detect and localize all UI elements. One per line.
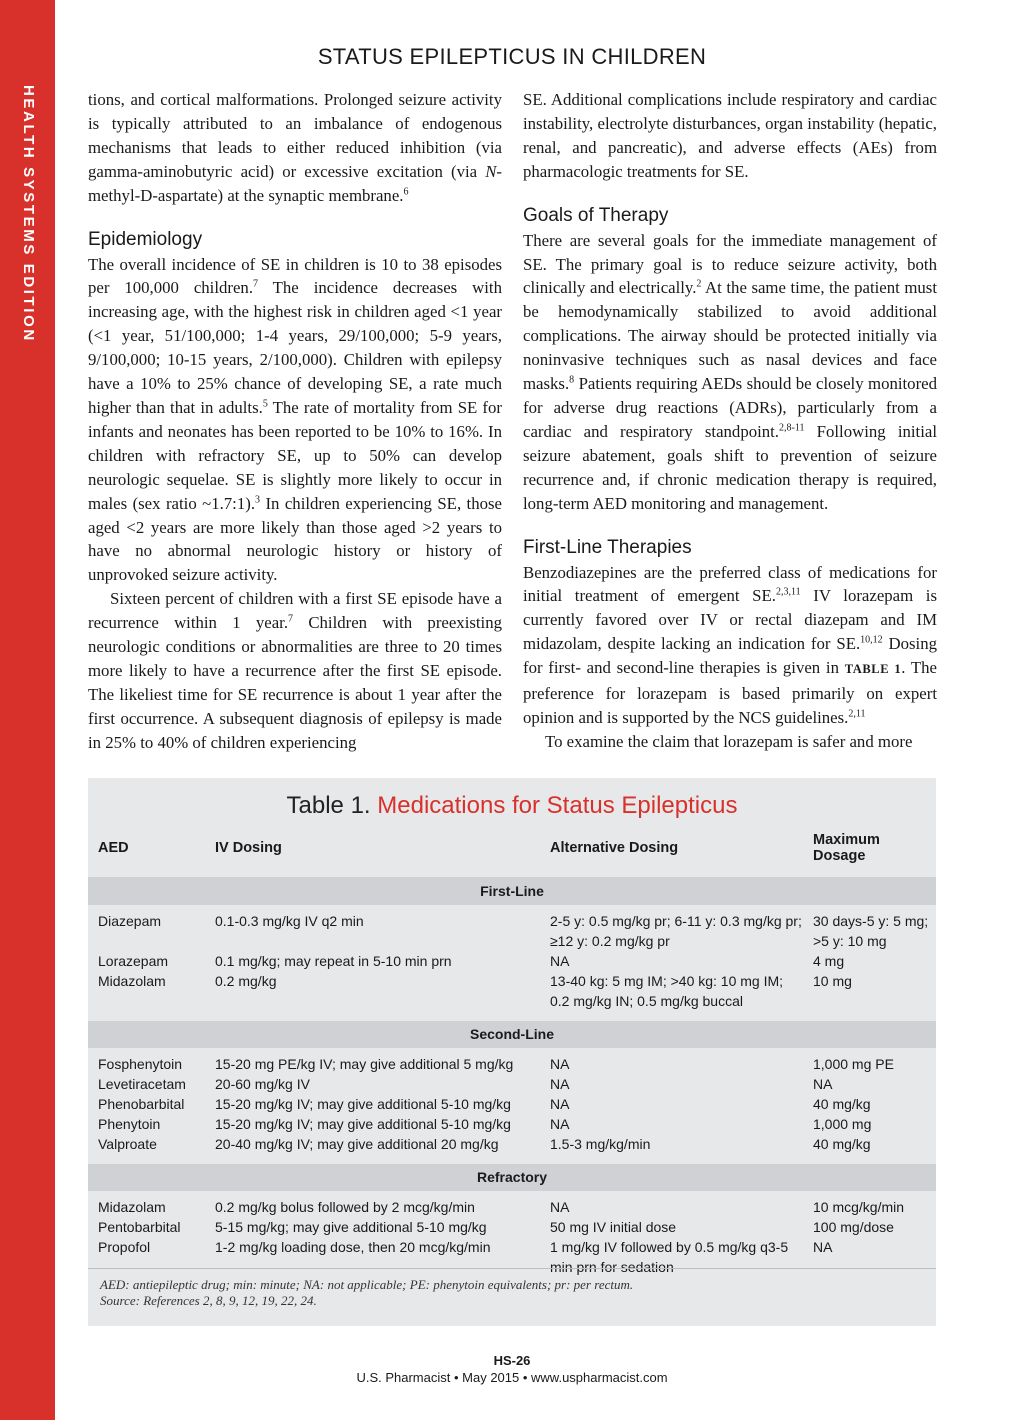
table-title: Table 1. Medications for Status Epilepticus [286,792,738,819]
section-row: Second-Line [88,1021,936,1048]
first-line-paragraph: Benzodiazepines are the preferred class of medications for initial treatment of emergent SE.$^{2,3,11}$ IV lorazepam is currently favored over IV or rectal diazepam and IM midazolam, despite lacking an indication for SE.$^{10,12}$ Dosing for first- and second-line therapies is given in TABLE 1. The preference for lorazepam is based primarily on expert opinion and is supported by the NCS guidelines.$^{2,11}$ [523,562,938,727]
table-row: Lorazepam 0.1 mg/kg; may repeat in 5-10 min prn NA 4 mg [98,953,845,969]
complications-paragraph: SE. Additional complications include respiratory and cardiac instability, electrolyte disturbances, organ instability (hepatic, renal, and pancreatic), and adverse effects (AEs) from pharmacologic treatments for SE. [523,90,937,181]
header-aed: AED [88,828,205,878]
header-alternative-dosing: Alternative Dosing [540,828,803,878]
table-row: Phenobarbital 15-20 mg/kg IV; may give additional 5-10 mg/kg NA 40 mg/kg [98,1096,871,1112]
medications-table-box [88,778,936,1326]
table-row: Phenytoin 15-20 mg/kg IV; may give additional 5-10 mg/kg NA 1,000 mg [98,1116,872,1132]
edition-label: HEALTH SYSTEMS EDITION [20,85,37,343]
header-iv-dosing: IV Dosing [205,828,540,878]
table-row: Valproate 20-40 mg/kg IV; may give additional 20 mg/kg 1.5-3 mg/kg/min 40 mg/kg [98,1136,871,1152]
goals-heading: Goals of Therapy [523,204,669,226]
intro-paragraph: tions, and cortical malformations. Prolonged seizure activity is typically attributed to an imbalance of endogenous mechanisms that leads to either reduced inhibition (via gamma-aminobutyric acid) or excessive excitation (via N-methyl-D-aspartate) at the synaptic membrane.$^6$ [88,90,502,205]
section-row: First-Line [88,878,936,906]
epidemiology-paragraph-1: The overall incidence of SE in children is 10 to 38 episodes per 100,000 children.$^7$ The incidence decreases with increasing age, with the highest risk in children aged <1 year (<1 year, 51/100,000; 1-4 years, 29/100,000; 5-9 years, 9/100,000; 10-15 years, 2/100,000). Children with epilepsy have a 10% to 25% chance of developing SE, a rate much higher than that in adults.$^5$ The rate of mortality from SE for infants and neonates has been reported to be 10% to 16%. In children with refractory SE, up to 50% can develop neurologic sequelae. SE is slightly more likely to occur in males (sex ratio ~1.7:1).$^3$ In children experiencing SE, those aged <2 years are more likely than those aged >2 years to have no abnormal neurologic history or history of unprovoked seizure activity. [88,254,503,585]
page-number: HS-26 [493,1353,531,1368]
table-header-row [88,828,936,878]
medications-table [88,828,936,1277]
lorazepam-paragraph: To examine the claim that lorazepam is safer and more [545,731,913,751]
publication-line: U.S. Pharmacist • May 2015 • www.uspharmacist.com [356,1370,668,1385]
section-row: Refractory [88,1164,936,1191]
epidemiology-paragraph-2: Sixteen percent of children with a first SE episode have a recurrence within 1 year.$^7$ Children with preexisting neurologic conditions or abnormalities are three to 20 times more likely to have a recurrence after the first SE episode. The likeliest time for SE recurrence is about 1 year after the first occurrence. A subsequent diagnosis of epilepsy is made in 25% to 40% of children experiencing [88,589,503,752]
running-title: STATUS EPILEPTICUS IN CHILDREN [317,44,707,69]
table-row: Diazepam 0.1-0.3 mg/kg IV q2 min 2-5 y: 0.5 mg/kg pr; 6-11 y: 0.3 mg/kg pr; ≥12 y: 0.2 mg/kg pr 30 days-5 y: 5 mg; >5 y: 10 mg [98,913,929,949]
epidemiology-heading: Epidemiology [88,228,203,250]
left-column [88,88,502,755]
abbreviations-note: AED: antiepileptic drug; min: minute; NA: not applicable; PE: phenytoin equivalents; pr: per rectum. [100,1277,634,1292]
source-note: Source: References 2, 8, 9, 12, 19, 22, 24. [100,1293,317,1308]
table-row: Midazolam 0.2 mg/kg 13-40 kg: 5 mg IM; >40 kg: 10 mg IM; 0.2 mg/kg IN; 0.5 mg/kg buccal 10 mg [98,973,852,1009]
table-row: Propofol 1-2 mg/kg loading dose, then 20 mcg/kg/min 1 mg/kg IV followed by 0.5 mg/kg q3-5 min prn for sedation NA [98,1239,833,1275]
table-row: Pentobarbital 5-15 mg/kg; may give additional 5-10 mg/kg 50 mg IV initial dose 100 mg/dose [98,1219,894,1235]
table-row: Fosphenytoin 15-20 mg PE/kg IV; may give additional 5 mg/kg NA 1,000 mg PE [98,1056,894,1072]
table-row: Levetiracetam 20-60 mg/kg IV NA NA [98,1076,833,1092]
page-footer [88,1352,936,1386]
table-row: Midazolam 0.2 mg/kg bolus followed by 2 mcg/kg/min NA 10 mcg/kg/min [98,1199,905,1215]
header-maximum-dosage: Maximum Dosage [803,828,936,878]
first-line-heading: First-Line Therapies [523,536,692,558]
table-footnote [88,1268,936,1309]
right-column [523,88,937,754]
goals-paragraph: There are several goals for the immediate management of SE. The primary goal is to reduce seizure activity, both clinically and electrically.$^2$ At the same time, the patient must be hemodynamically stabilized to avoid additional complications. The airway should be protected initially via noninvasive techniques such as nasal devices and face masks.$^8$ Patients requiring AEDs should be closely monitored for adverse drug reactions (ADRs), particularly from a cardiac and respiratory standpoint.$^{2,8-11}$ Following initial seizure abatement, goals shift to prevention of seizure recurrence and, if chronic medication therapy is required, long-term AED monitoring and management. [523,230,937,513]
table-reference-link[interactable]: TABLE 1 [844,662,902,677]
sidebar-band [0,0,55,1420]
